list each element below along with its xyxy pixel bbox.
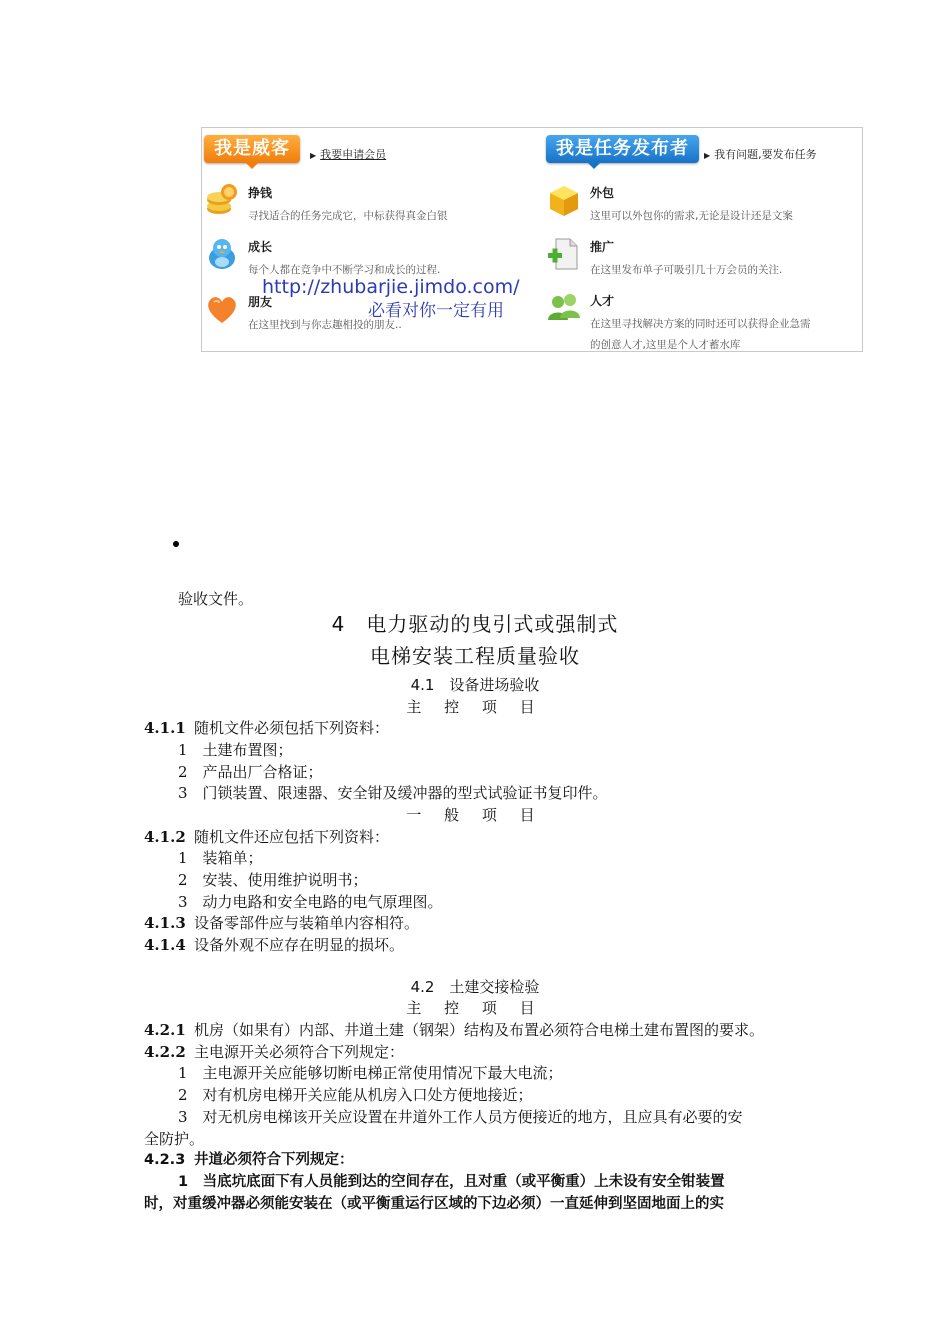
- clause-number: 4.2.2: [144, 1043, 186, 1061]
- clause: 4.2.1 机房（如果有）内部、井道土建（钢架）结构及布置必须符合电梯土建布置图的要求。: [144, 1021, 765, 1039]
- clause-item-cont: 时，对重缓冲器必须能安装在（或平衡重运行区域的下边必须）一直延伸到坚固地面上的实: [144, 1196, 724, 1212]
- clause-item-cont: 全防护。: [144, 1130, 205, 1148]
- ad-banner: [201, 127, 863, 352]
- clause: 4.1.3 设备零部件应与装箱单内容相符。: [144, 914, 420, 932]
- item-title: 推广: [590, 240, 615, 254]
- publisher-button[interactable]: 我是任务发布者: [546, 135, 699, 163]
- item-title: 人才: [590, 294, 615, 308]
- clause-item: 1 主电源开关应能够切断电梯正常使用情况下最大电流；: [178, 1064, 563, 1082]
- clause-number: 4.1.2: [144, 828, 186, 846]
- arrow-right-icon: ▶: [704, 151, 711, 160]
- subsection-heading: 一 般 项 目: [406, 806, 544, 824]
- watermark-text: 必看对你一定有用: [368, 301, 504, 321]
- item-desc-2: 的创意人才,这里是个人才蓄水库: [590, 339, 741, 351]
- clause-item: 3 门锁装置、限速器、安全钳及缓冲器的型式试验证书复印件。: [178, 784, 608, 802]
- clause-item: 1 土建布置图；: [178, 741, 293, 759]
- publisher-column: [544, 128, 864, 351]
- clause-number: 4.1.4: [144, 936, 186, 954]
- item-desc: 寻找适合的任务完成它，中标获得真金白银: [248, 210, 448, 222]
- clause-number: 4.1.3: [144, 914, 186, 932]
- item-desc: 在这里寻找解决方案的同时还可以获得企业急需: [590, 318, 811, 330]
- heart-icon: [204, 291, 240, 327]
- clause: 4.1.4 设备外观不应存在明显的损坏。: [144, 936, 405, 954]
- clause: 4.2.2 主电源开关必须符合下列规定：: [144, 1043, 405, 1061]
- list-item: [544, 290, 874, 350]
- witkey-column: [202, 128, 522, 351]
- item-title: 成长: [248, 240, 273, 254]
- clause-number: 4.2.1: [144, 1021, 186, 1039]
- clause: 4.2.3 井道必须符合下列规定：: [144, 1149, 354, 1171]
- arrow-right-icon: ▶: [310, 151, 317, 160]
- clause: 4.1.2 随机文件还应包括下列资料：: [144, 828, 390, 846]
- coins-icon: [204, 182, 240, 218]
- clause-item: 2 产品出厂合格证；: [178, 763, 323, 781]
- chapter-title-line1: 4 电力驱动的曳引式或强制式: [331, 612, 619, 636]
- clause-item: 2 安装、使用维护说明书；: [178, 871, 368, 889]
- publish-task-link[interactable]: ▶ 我有问题,要发布任务: [704, 148, 817, 161]
- intro-text: 验收文件。: [178, 590, 254, 608]
- subsection-heading: 主 控 项 目: [406, 698, 544, 716]
- clause-number: 4.2.3: [144, 1152, 186, 1168]
- clause-number: 4.1.1: [144, 719, 186, 737]
- section-heading: 4.1 设备进场验收: [410, 676, 540, 694]
- chapter-title-line2: 电梯安装工程质量验收: [370, 644, 580, 668]
- clause-item: 3 对无机房电梯该开关应设置在井道外工作人员方便接近的地方，且应具有必要的安: [178, 1108, 743, 1126]
- clause-item: 3 动力电路和安全电路的电气原理图。: [178, 893, 443, 911]
- clause-item: 1 当底坑底面下有人员能到达的空间存在，且对重（或平衡重）上未设有安全钳装置: [178, 1174, 725, 1190]
- item-desc: 在这里发布单子可吸引几十万会员的关注.: [590, 264, 783, 276]
- list-item: [544, 182, 874, 232]
- box-icon: [546, 182, 582, 218]
- bullet-point: [173, 541, 179, 547]
- item-title: 朋友: [248, 295, 273, 309]
- item-title: 挣钱: [248, 186, 273, 200]
- bird-icon: [204, 236, 240, 272]
- list-item: [544, 236, 874, 286]
- watermark-url: http://zhubarjie.jimdo.com/: [262, 276, 520, 298]
- item-title: 外包: [590, 186, 615, 200]
- section-heading: 4.2 土建交接检验: [410, 978, 540, 996]
- document-add-icon: [546, 236, 582, 272]
- item-desc: 这里可以外包你的需求,无论是设计还是文案: [590, 210, 793, 222]
- apply-member-link[interactable]: ▶ 我要申请会员: [310, 148, 387, 161]
- list-item: [202, 182, 532, 232]
- clause-item: 1 装箱单；: [178, 849, 263, 867]
- clause-item: 2 对有机房电梯开关应能从机房入口处方便地接近；: [178, 1086, 533, 1104]
- people-icon: [546, 290, 582, 326]
- witkey-button[interactable]: 我是威客: [204, 135, 300, 163]
- subsection-heading: 主 控 项 目: [406, 999, 544, 1017]
- clause: 4.1.1 随机文件必须包括下列资料：: [144, 719, 390, 737]
- item-desc: 每个人都在竞争中不断学习和成长的过程.: [248, 264, 441, 276]
- item-desc: 在这里找到与你志趣相投的朋友..: [248, 319, 402, 331]
